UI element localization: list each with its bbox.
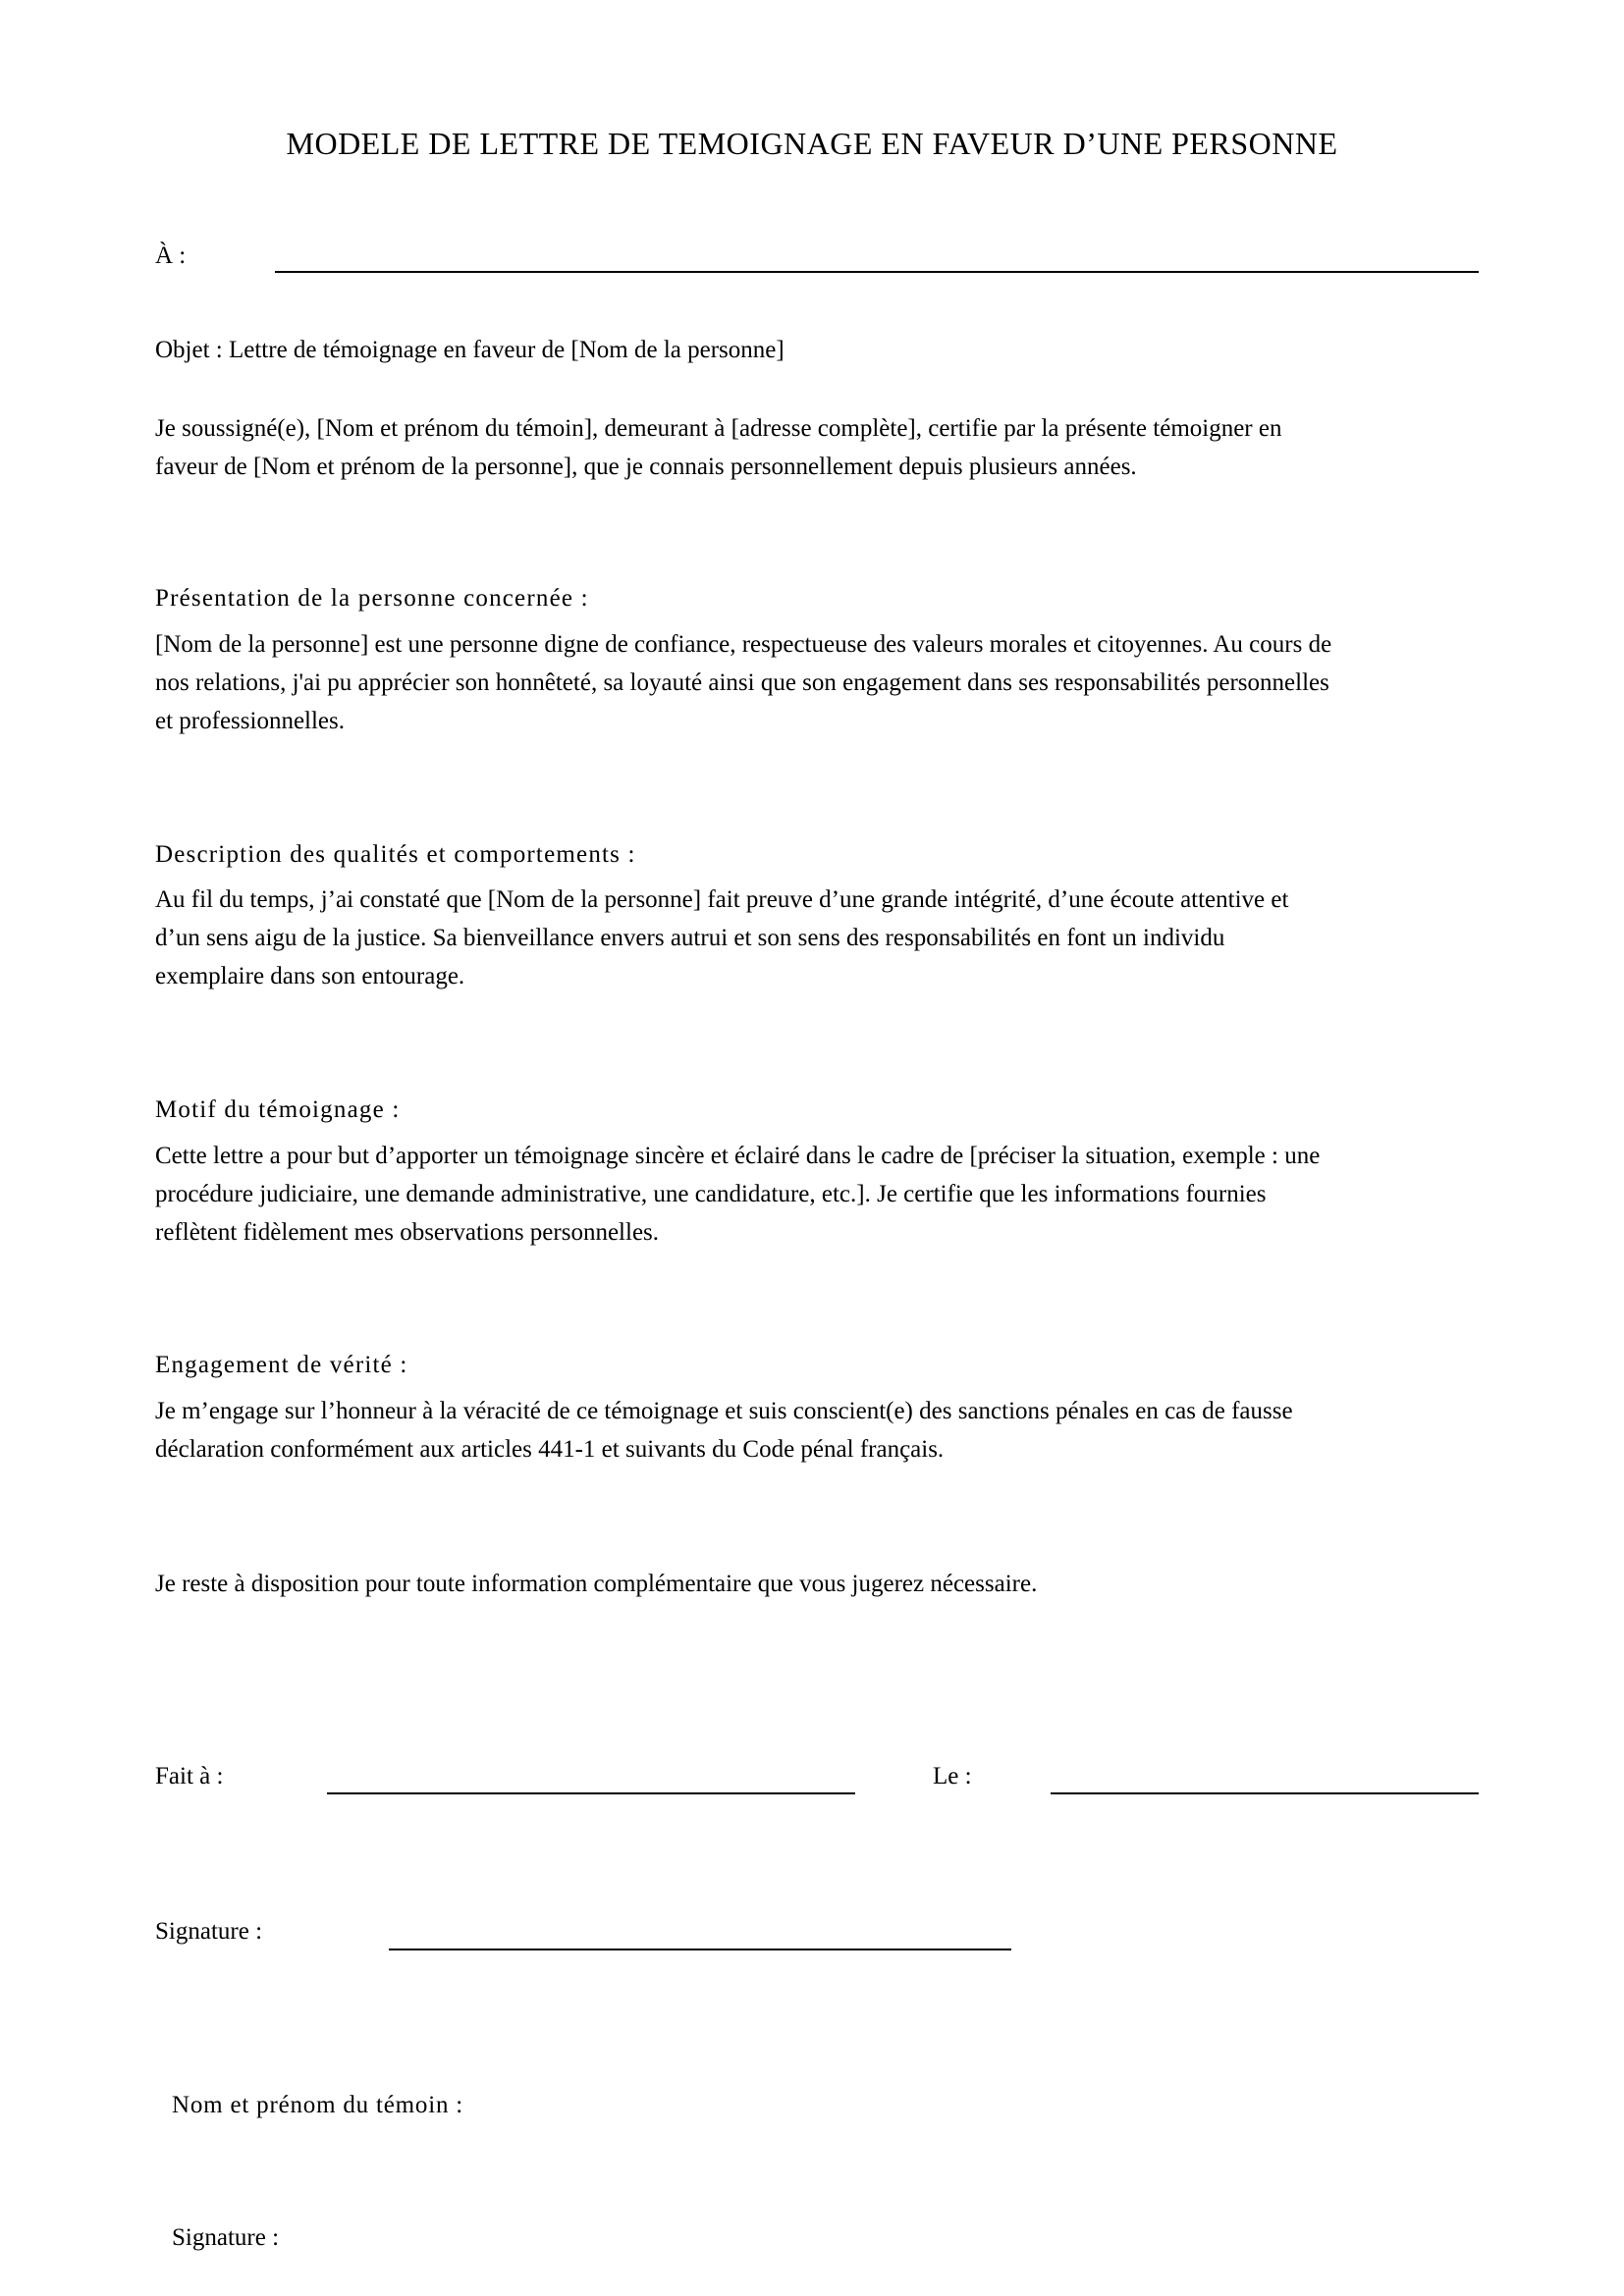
recipient-line[interactable]: [275, 271, 1479, 273]
intro-paragraph: [155, 409, 1490, 486]
witness-name-label: Nom et prénom du témoin :: [172, 2092, 464, 2118]
section-body-motive: [155, 1137, 1490, 1252]
section-heading-motive: Motif du témoignage :: [155, 1096, 401, 1123]
signature-label: Signature :: [155, 1918, 263, 1945]
body-line: Cette lettre a pour but d’apporter un témoignage sincère et éclairé dans le cadre de [préciser la situation, exemple : une: [155, 1143, 1321, 1169]
closing-sentence: Je reste à disposition pour toute information complémentaire que vous jugerez nécessaire.: [155, 1571, 1038, 1597]
section-heading-truth: Engagement de vérité :: [155, 1352, 408, 1378]
body-line: d’un sens aigu de la justice. Sa bienveillance envers autrui et son sens des responsabilités en font un individu: [155, 925, 1225, 951]
witness-signature-label: Signature :: [172, 2224, 280, 2251]
subject-line: Objet : Lettre de témoignage en faveur de [Nom de la personne]: [155, 337, 785, 363]
date-line[interactable]: [1051, 1792, 1479, 1794]
section-body-presentation: [155, 625, 1490, 740]
body-line: reflètent fidèlement mes observations personnelles.: [155, 1219, 660, 1246]
intro-line: faveur de [Nom et prénom de la personne], que je connais personnellement depuis plusieurs années.: [155, 454, 1137, 480]
place-label: Fait à :: [155, 1763, 224, 1789]
body-line: et professionnelles.: [155, 708, 346, 734]
body-line: exemplaire dans son entourage.: [155, 963, 465, 989]
recipient-label: À :: [155, 242, 187, 269]
signature-line[interactable]: [389, 1949, 1011, 1950]
body-line: Au fil du temps, j’ai constaté que [Nom de la personne] fait preuve d’une grande intégrité, d’une écoute attentive et: [155, 886, 1289, 913]
body-line: [Nom de la personne] est une personne digne de confiance, respectueuse des valeurs morales et citoyennes. Au cours de: [155, 631, 1332, 658]
intro-line: Je soussigné(e), [Nom et prénom du témoin], demeurant à [adresse complète], certifie par la présente témoigner en: [155, 415, 1282, 442]
section-body-truth: [155, 1392, 1490, 1468]
page-title: MODELE DE LETTRE DE TEMOIGNAGE EN FAVEUR D’UNE PERSONNE: [286, 126, 1338, 161]
place-line[interactable]: [327, 1792, 855, 1794]
section-heading-presentation: Présentation de la personne concernée :: [155, 585, 589, 612]
body-line: nos relations, j'ai pu apprécier son honnêteté, sa loyauté ainsi que son engagement dans ses responsabilités personnelles: [155, 669, 1329, 696]
body-line: Je m’engage sur l’honneur à la véracité de ce témoignage et suis conscient(e) des sanctions pénales en cas de fausse: [155, 1398, 1293, 1424]
body-line: déclaration conformément aux articles 441-1 et suivants du Code pénal français.: [155, 1436, 945, 1463]
section-heading-qualities: Description des qualités et comportements :: [155, 841, 636, 868]
section-body-qualities: [155, 881, 1490, 995]
date-label: Le :: [933, 1763, 972, 1789]
body-line: procédure judiciaire, une demande administrative, une candidature, etc.]. Je certifie que les informations fournies: [155, 1181, 1267, 1207]
